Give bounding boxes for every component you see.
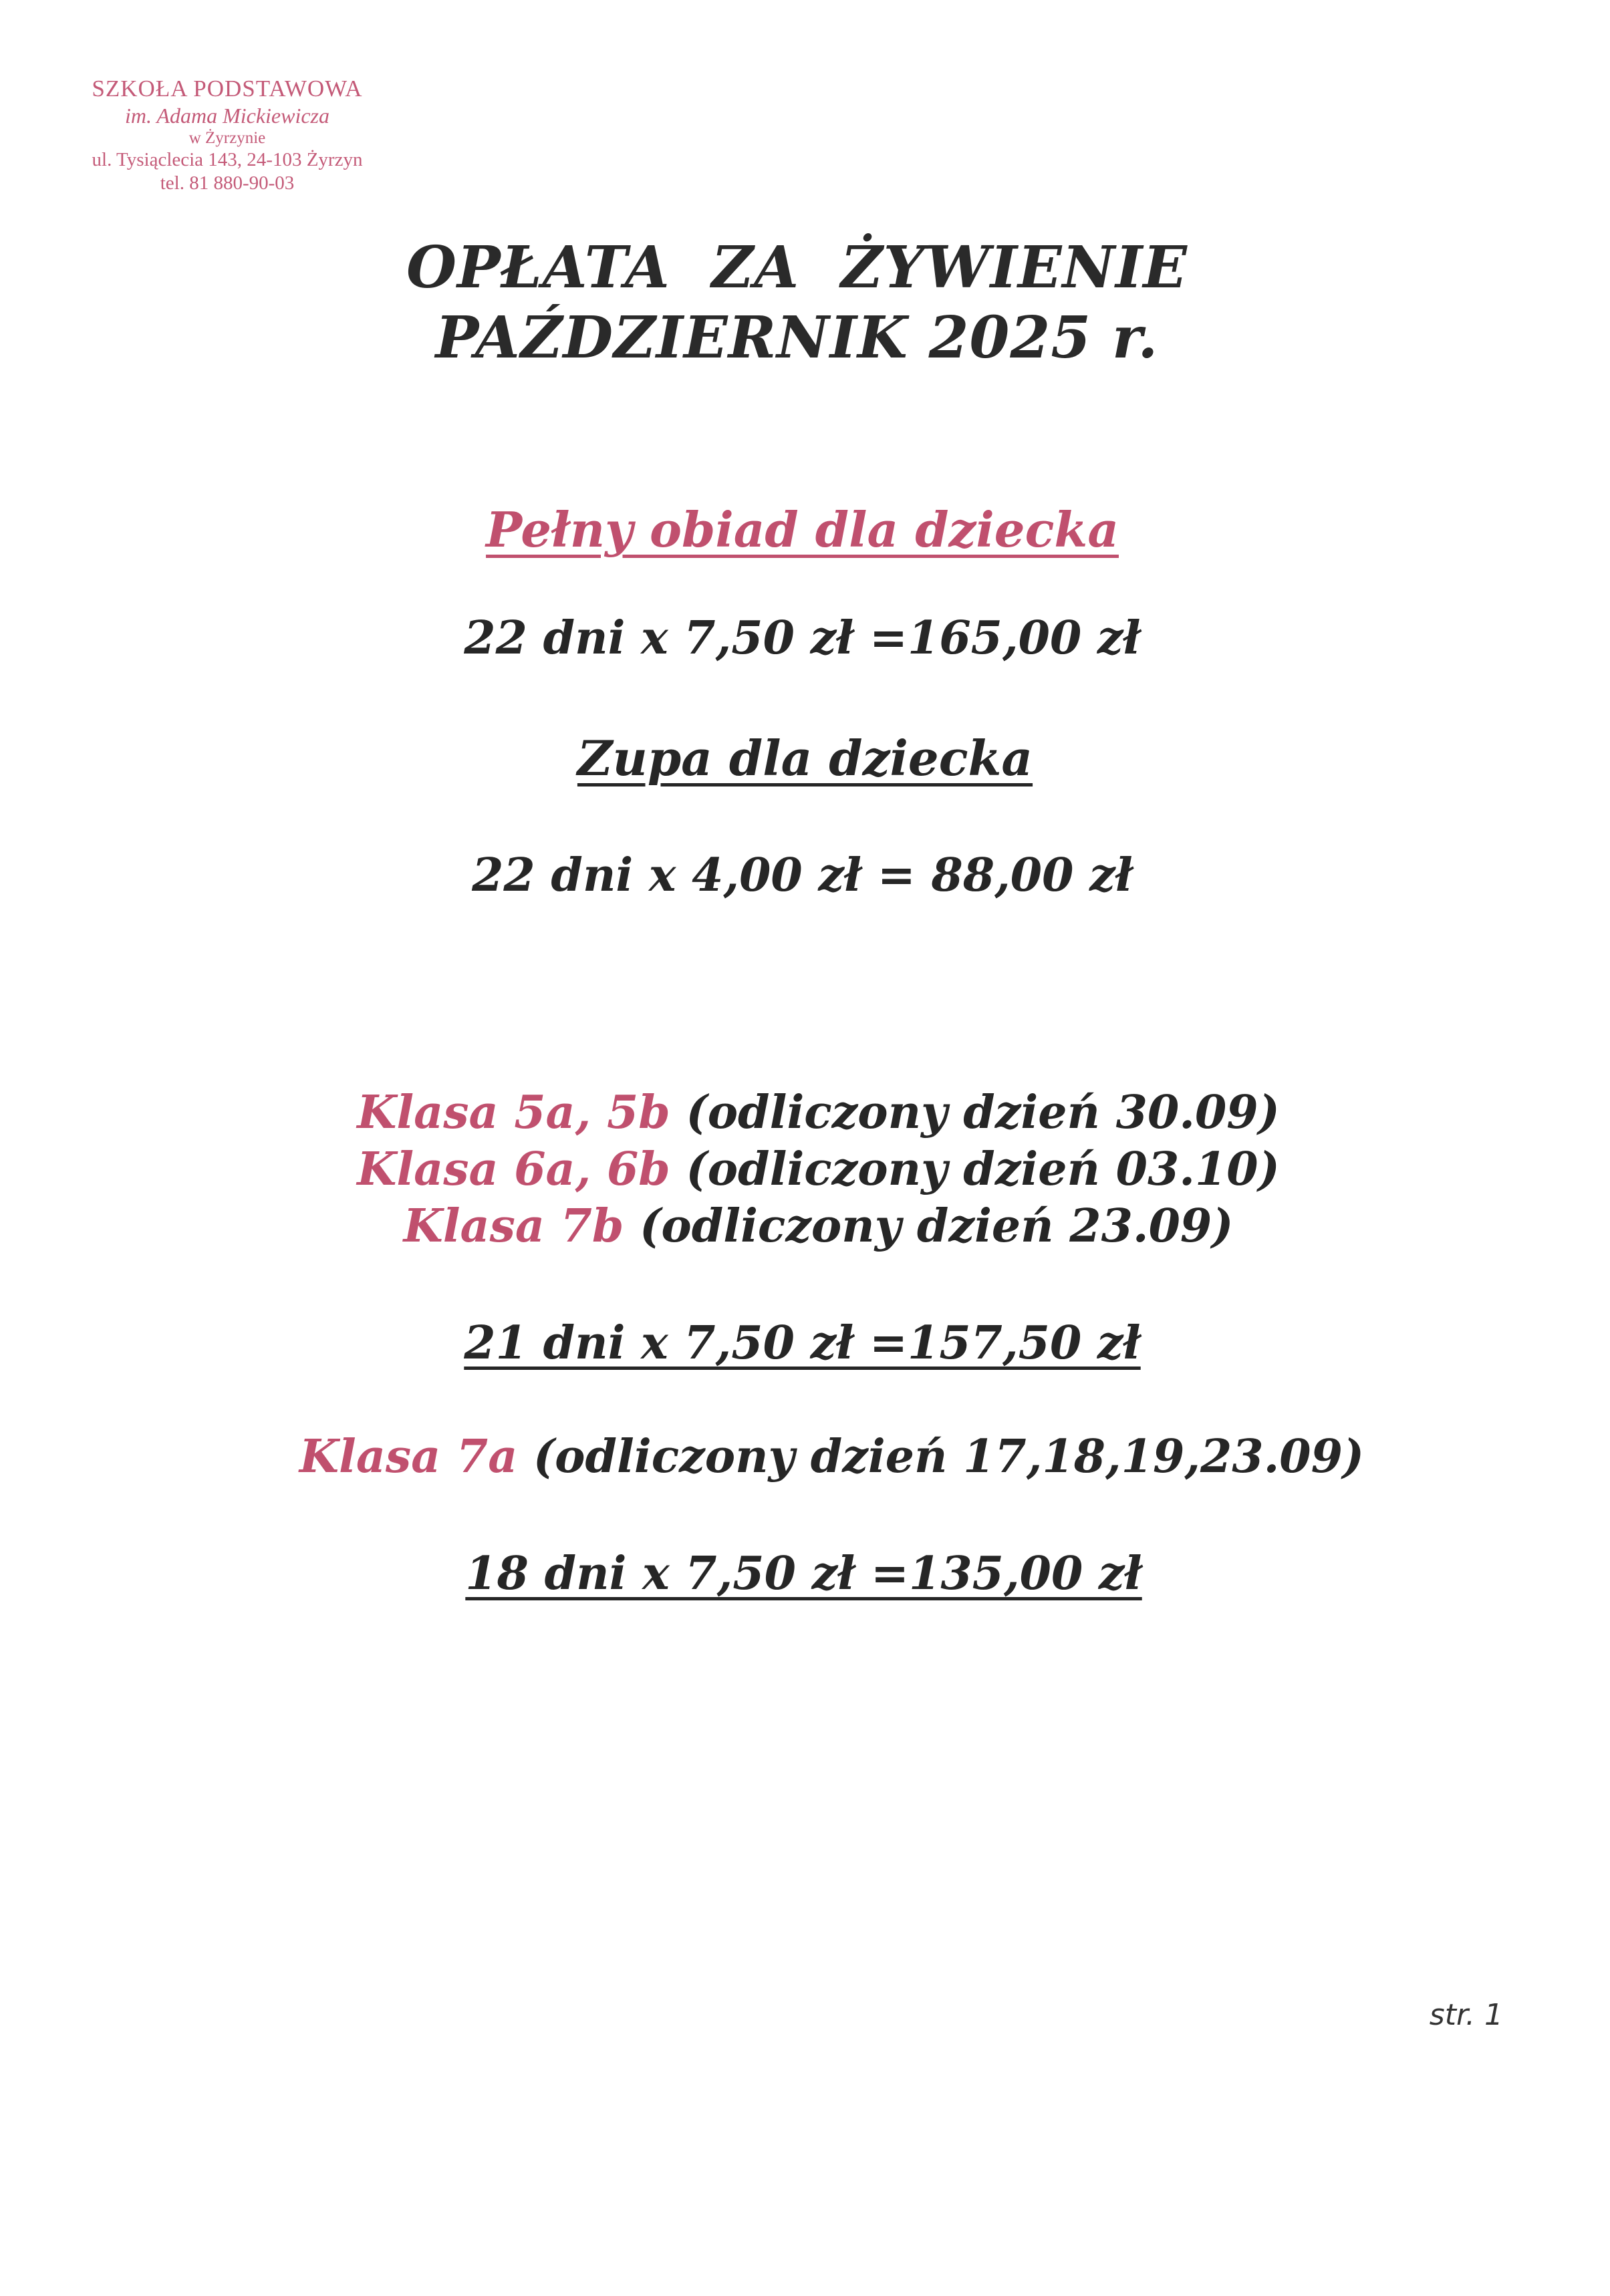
full-lunch-heading <box>0 501 1607 558</box>
soup-heading-text: Zupa dla dziecka <box>577 730 1033 786</box>
class-label: Klasa 5a, 5b <box>357 1086 670 1139</box>
classes-calculation-text: 21 dni x 7,50 zł =157,50 zł <box>464 1316 1141 1370</box>
title-line-1: OPŁATA ZA ŻYWIENIE <box>406 234 1188 301</box>
class-row <box>13 1143 1610 1196</box>
class-7a-label: Klasa 7a <box>299 1430 518 1483</box>
page-number: str. 1 <box>1429 1998 1503 2032</box>
stamp-school-name: SZKOŁA PODSTAWOWA <box>92 76 363 102</box>
school-stamp <box>47 75 408 195</box>
stamp-address: ul. Tysiąclecia 143, 24-103 Żyrzyn <box>92 149 363 171</box>
class-note: (odliczony dzień 30.09) <box>686 1086 1280 1139</box>
class-note: (odliczony dzień 03.10) <box>686 1143 1280 1196</box>
class-7a-note: (odliczony dzień 17,18,19,23.09) <box>533 1430 1365 1483</box>
class-row <box>13 1086 1610 1139</box>
classes-calculation <box>0 1316 1607 1370</box>
title-line-2: PAŹDZIERNIK 2025 r. <box>435 304 1159 372</box>
class-row <box>13 1199 1610 1253</box>
stamp-patron: im. Adama Mickiewicza <box>124 104 329 128</box>
soup-calculation: 22 dni x 4,00 zł = 88,00 zł <box>472 849 1133 902</box>
class-7a-row <box>27 1430 1610 1483</box>
full-lunch-heading-text: Pełny obiad dla dziecka <box>486 501 1119 558</box>
stamp-town: w Żyrzynie <box>188 129 266 148</box>
soup-heading <box>0 730 1597 786</box>
full-lunch-calculation: 22 dni x 7,50 zł =165,00 zł <box>464 611 1141 665</box>
class-7a-calculation <box>0 1547 1609 1600</box>
class-note: (odliczony dzień 23.09) <box>640 1199 1234 1253</box>
class-label: Klasa 7b <box>403 1199 624 1253</box>
class-7a-calculation-text: 18 dni x 7,50 zł =135,00 zł <box>465 1547 1142 1600</box>
class-label: Klasa 6a, 6b <box>357 1143 670 1196</box>
stamp-phone: tel. 81 880-90-03 <box>160 172 295 194</box>
